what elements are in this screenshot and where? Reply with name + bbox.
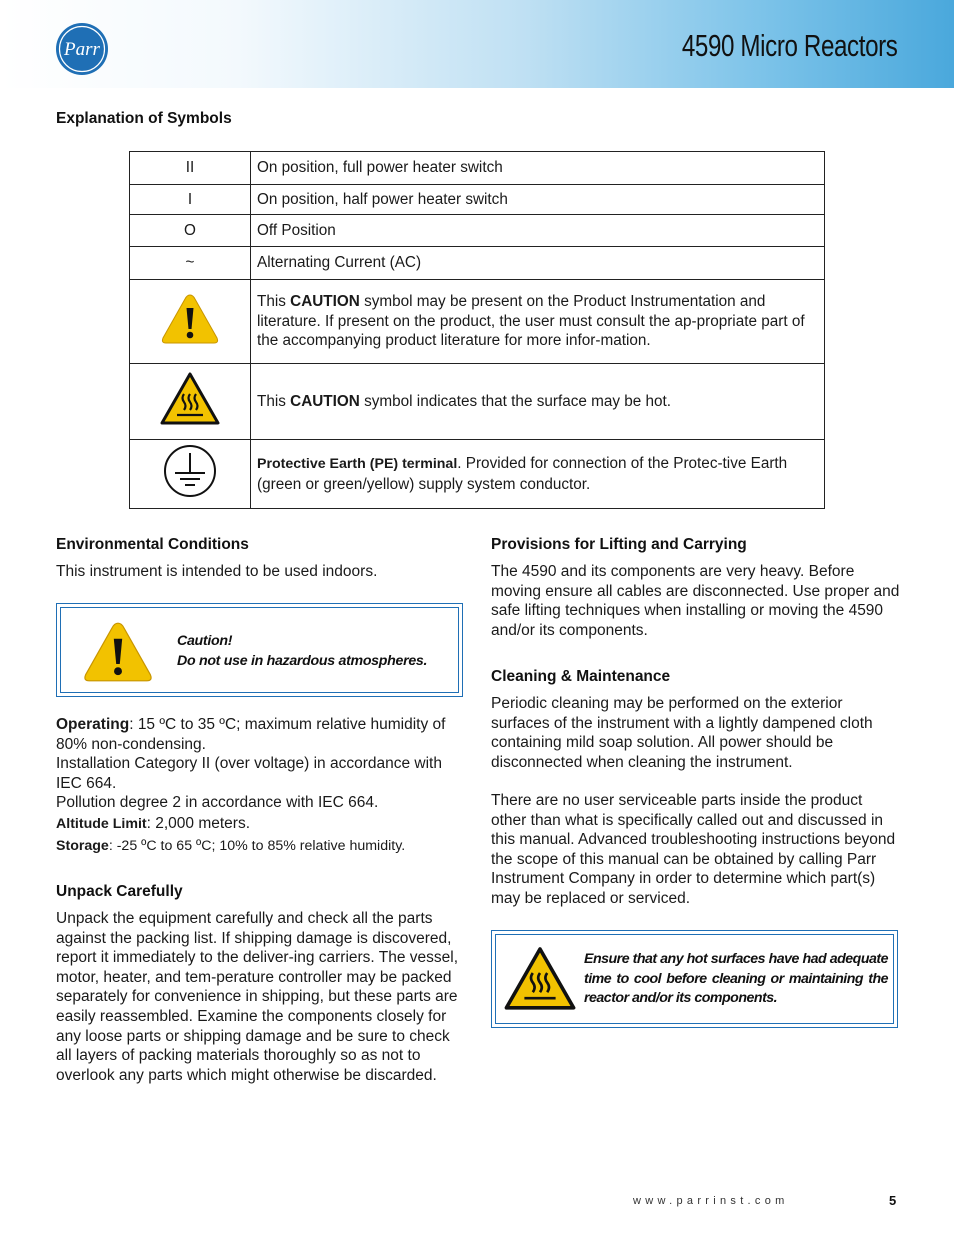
protective-earth-icon bbox=[162, 443, 218, 499]
symbol-cell: O bbox=[130, 215, 251, 247]
symbol-cell: ~ bbox=[130, 247, 251, 280]
hot-surface-caution-text: Ensure that any hot surfaces have had adequate time to cool before cleaning or maintaining the reactor and/or its components. bbox=[584, 951, 888, 1007]
table-row bbox=[130, 440, 825, 509]
description-cell: On position, full power heater switch bbox=[251, 152, 825, 185]
hot-surface-caution-box bbox=[491, 930, 898, 1028]
operating-spec: Operating: 15 ºC to 35 ºC; maximum relative humidity of 80% non-condensing. bbox=[56, 716, 446, 753]
hot-surface-icon bbox=[160, 372, 220, 426]
symbol-cell bbox=[130, 364, 251, 440]
lifting-heading: Provisions for Lifting and Carrying bbox=[491, 536, 747, 553]
logo-text: Parr bbox=[64, 39, 100, 60]
document-title: 4590 Micro Reactors bbox=[682, 28, 898, 63]
symbols-heading: Explanation of Symbols bbox=[56, 110, 232, 127]
description-cell: On position, half power heater switch bbox=[251, 185, 825, 215]
footer-url: www.parrinst.com bbox=[633, 1195, 789, 1207]
pollution-spec: Pollution degree 2 in accordance with IEC 664. bbox=[56, 794, 379, 812]
symbol-cell: II bbox=[130, 152, 251, 185]
environmental-intro: This instrument is intended to be used indoors. bbox=[56, 563, 378, 580]
cleaning-heading: Cleaning & Maintenance bbox=[491, 668, 671, 685]
description-cell: This CAUTION symbol may be present on the Product Instrumentation and literature. If present on the product, the user must consult the ap-propriate part of the accompanying product literature for more infor-mation. bbox=[251, 280, 825, 364]
symbol-cell: I bbox=[130, 185, 251, 215]
description-cell: Off Position bbox=[251, 215, 825, 247]
serviceable-parts-text: There are no user serviceable parts inside the product other than what is specifically called out and discussed in this manual. Advanced troubleshooting instructions beyond the scope of this manual can be obtained by calling Parr Instrument Company in order to determine which part(s) may be replaced or serviced. bbox=[491, 792, 896, 907]
environmental-specs bbox=[56, 715, 466, 856]
install-spec: Installation Category II (over voltage) in accordance with IEC 664. bbox=[56, 755, 442, 792]
hazardous-caution-box bbox=[56, 603, 463, 697]
warning-triangle-icon bbox=[160, 292, 220, 346]
caution-text: Caution! Do not use in hazardous atmospheres. bbox=[177, 633, 428, 669]
parr-logo-icon bbox=[55, 22, 109, 76]
warning-triangle-icon bbox=[82, 618, 154, 686]
description-cell: This CAUTION symbol indicates that the surface may be hot. bbox=[251, 364, 825, 440]
page-number: 5 bbox=[889, 1193, 897, 1208]
storage-spec: Storage: -25 ºC to 65 ºC; 10% to 85% relative humidity. bbox=[56, 837, 406, 854]
unpack-text: Unpack the equipment carefully and check all the parts against the packing list. If shipping damage is discovered, report it immediately to the deliver-ing carriers. The vessel, motor, heater, and tem-perature controller may be packed separately for convenience in shipping, but these parts are easily reassembled. Examine the components closely for any loose parts or shipping damage and be sure to check all layers of packing materials thoroughly so as not to overlook any parts which might otherwise be discarded. bbox=[56, 910, 459, 1084]
table-row bbox=[130, 247, 825, 280]
table-row bbox=[130, 215, 825, 247]
page-header bbox=[0, 0, 954, 88]
symbols-table bbox=[129, 151, 825, 509]
table-row bbox=[130, 280, 825, 364]
symbol-cell bbox=[130, 440, 251, 509]
lifting-text: The 4590 and its components are very heavy. Before moving ensure all cables are disconnected. Use proper and safe lifting techniques when installing or moving the 4590 and/or its components. bbox=[491, 563, 900, 639]
description-cell: Protective Earth (PE) terminal. Provided for connection of the Protec-tive Earth (green or green/yellow) supply system conductor. bbox=[251, 440, 825, 509]
symbol-cell bbox=[130, 280, 251, 364]
table-row bbox=[130, 152, 825, 185]
unpack-heading: Unpack Carefully bbox=[56, 883, 183, 900]
table-row bbox=[130, 364, 825, 440]
description-cell: Alternating Current (AC) bbox=[251, 247, 825, 280]
environmental-heading: Environmental Conditions bbox=[56, 536, 249, 553]
cleaning-text: Periodic cleaning may be performed on the exterior surfaces of the instrument with a lightly dampened cloth containing mild soap solution. All power should be disconnected when cleaning the instrument. bbox=[491, 695, 873, 771]
hot-surface-icon bbox=[504, 943, 576, 1015]
altitude-spec: Altitude Limit: 2,000 meters. bbox=[56, 814, 251, 832]
table-row bbox=[130, 185, 825, 215]
